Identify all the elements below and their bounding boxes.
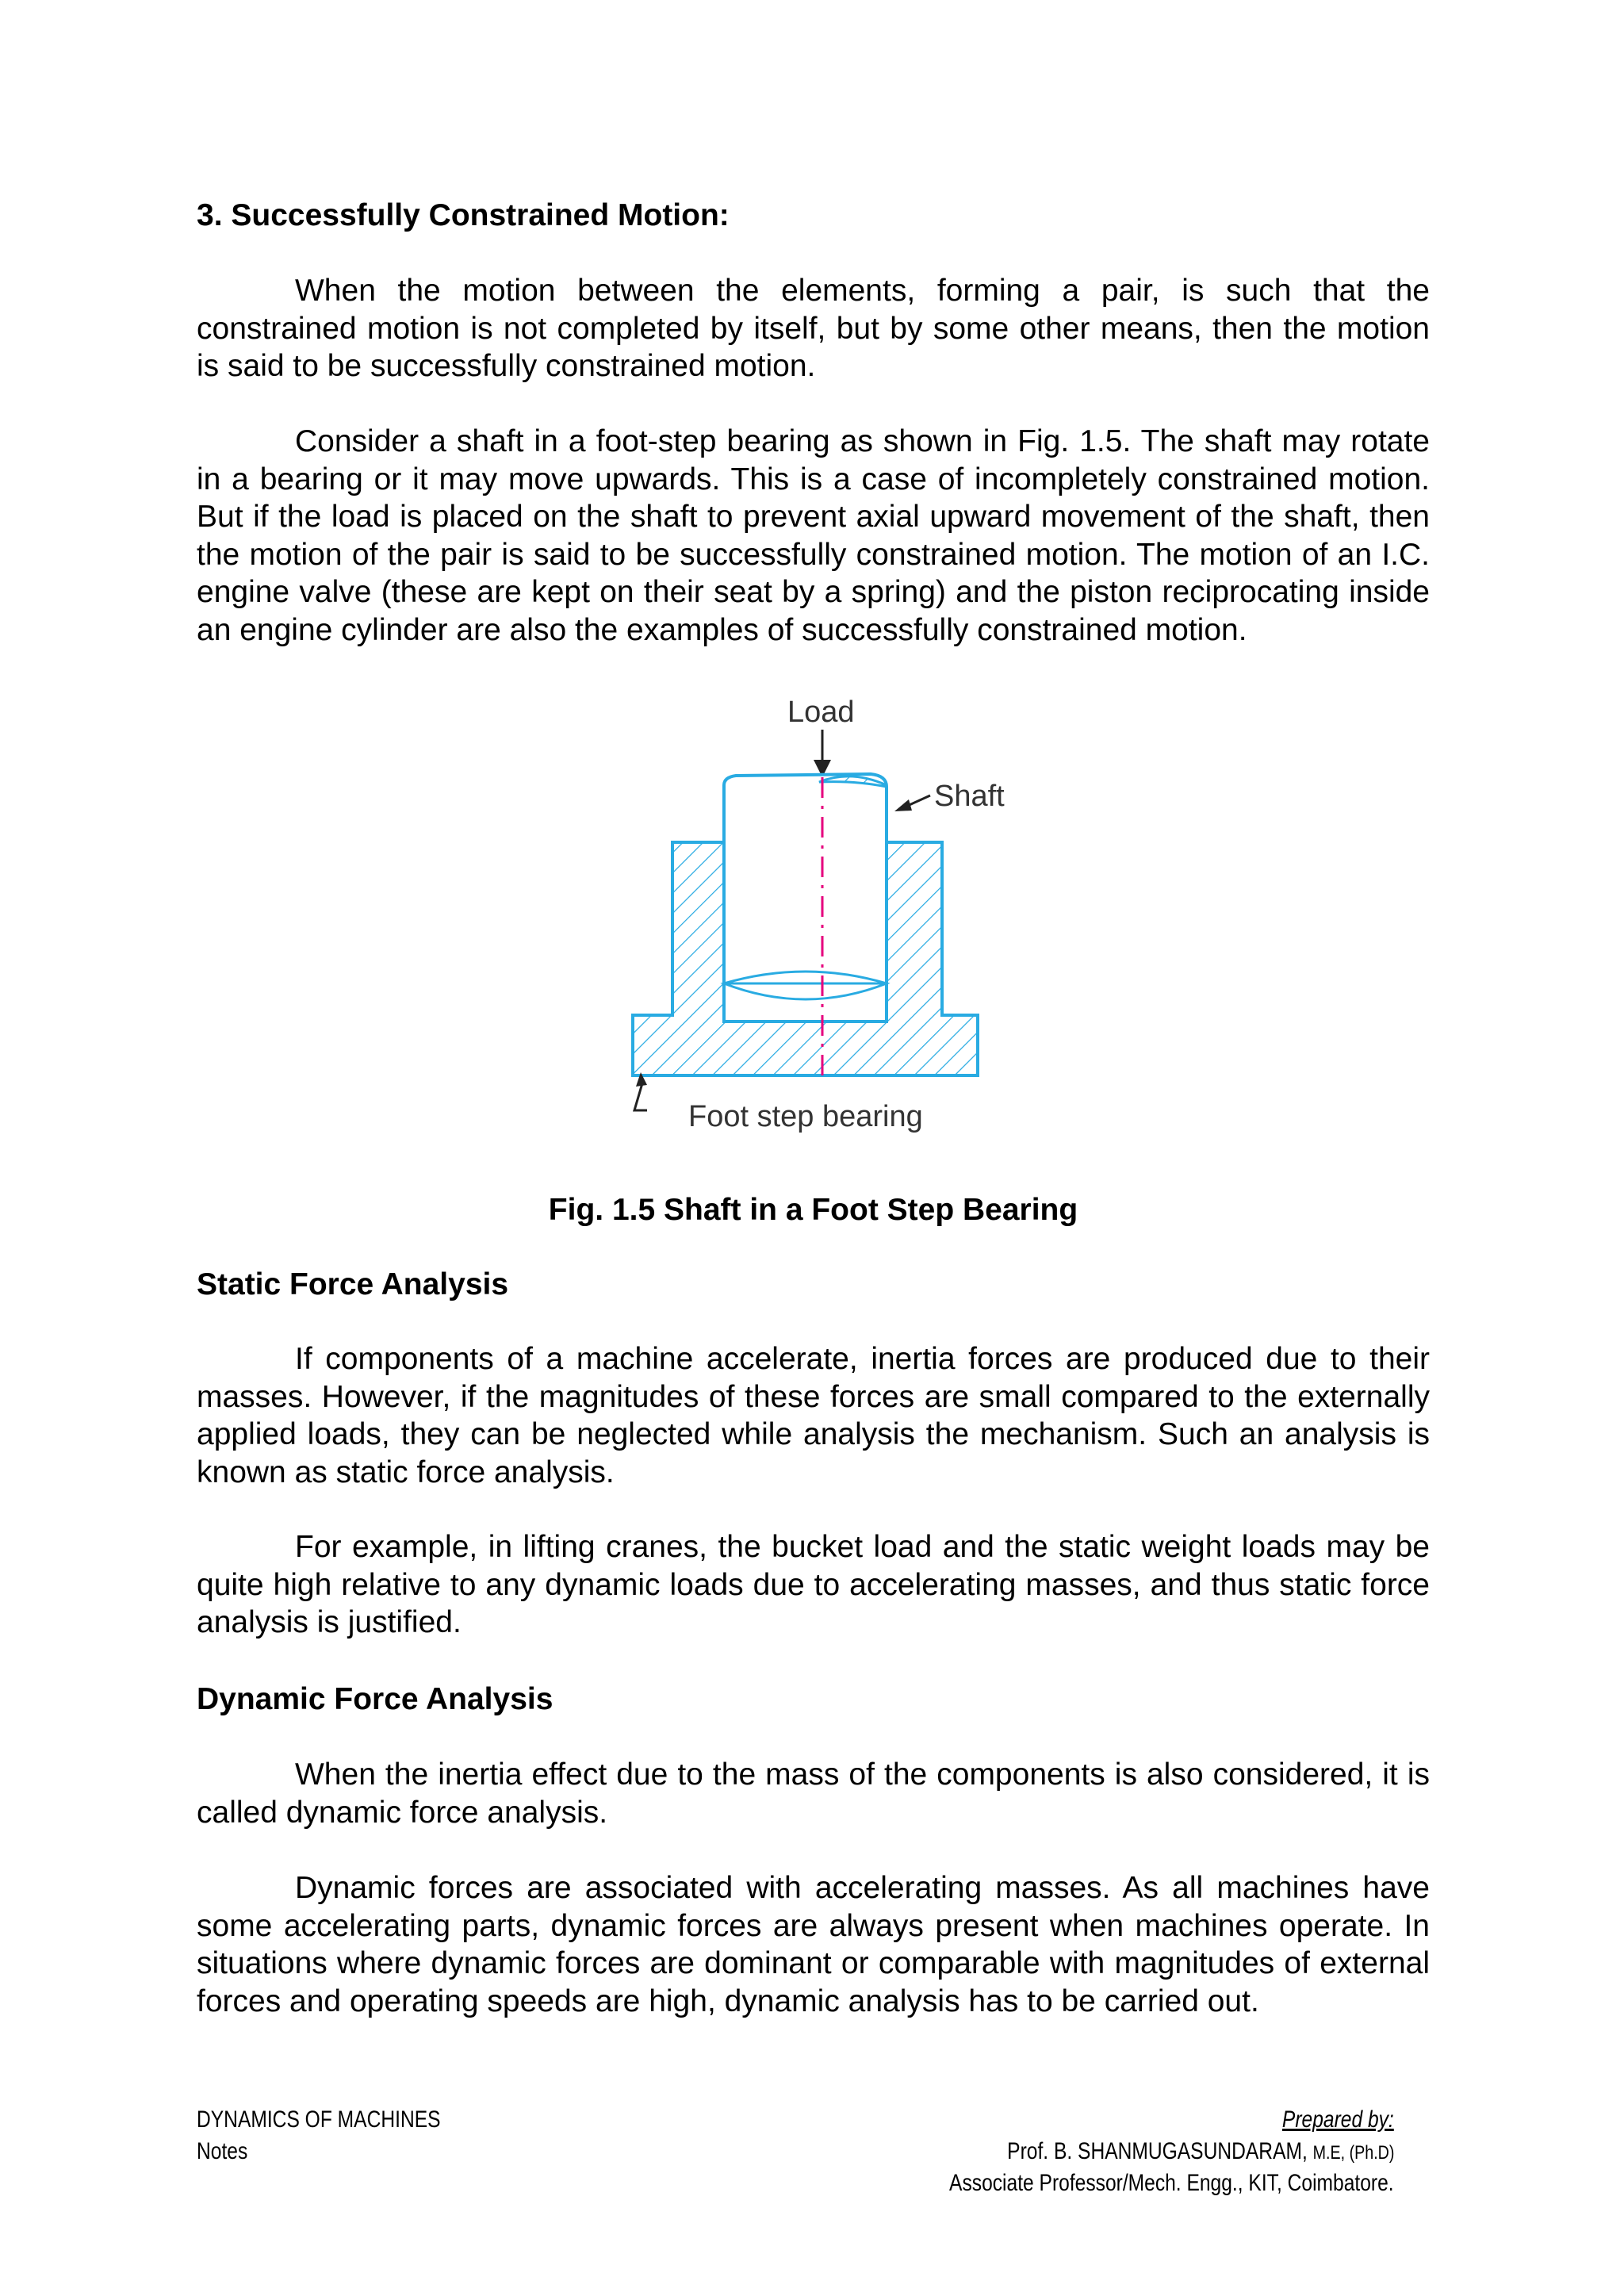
author-qualifications: M.E, (Ph.D) — [1312, 2142, 1394, 2164]
section-heading-constrained-motion: 3. Successfully Constrained Motion: — [197, 198, 730, 232]
paragraph: Consider a shaft in a foot-step bearing as shown in Fig. 1.5. The shaft may rotate in a bearing or it may move upwards. This is a case of incompletely constrained motion. But if the load is placed on the shaft to prevent axial upward movement of the shaft, then the motion of the pair is said to be successfully constrained motion. The motion of an I.C. engine valve (these are kept on their seat by a spring) and the piston reciprocating inside an engine cylinder are also the examples of successfully constrained motion. — [197, 424, 1430, 647]
footer-affiliation: Associate Professor/Mech. Engg., KIT, Coimbatore. — [949, 2170, 1394, 2196]
paragraph: When the motion between the elements, forming a pair, is such that the constrained motion is not completed by itself, but by some other means, then the motion is said to be successfully constrained motion. — [197, 274, 1430, 383]
paragraph: If components of a machine accelerate, inertia forces are produced due to their masses. However, if the magnitudes of these forces are small compared to the externally applied loads, they can be neglected while analysis the mechanism. Such an analysis is known as static force analysis. — [197, 1342, 1430, 1489]
footer-notes: Notes — [197, 2138, 248, 2164]
paragraph: For example, in lifting cranes, the bucket load and the static weight loads may be quite high relative to any dynamic loads due to accelerating masses, and thus static force analysis is justified. — [197, 1530, 1430, 1639]
figure-caption: Fig. 1.5 Shaft in a Foot Step Bearing — [548, 1193, 1078, 1227]
foot-step-bearing-figure — [625, 698, 1053, 1142]
section-heading-dynamic-force: Dynamic Force Analysis — [197, 1682, 553, 1716]
section-heading-static-force: Static Force Analysis — [197, 1267, 509, 1301]
label-load: Load — [787, 698, 855, 729]
label-bearing: Foot step bearing — [688, 1100, 923, 1133]
footer-prepared-by: Prepared by: — [1282, 2106, 1394, 2133]
label-shaft: Shaft — [934, 780, 1005, 813]
paragraph: When the inertia effect due to the mass of the components is also considered, it is called dynamic force analysis. — [197, 1757, 1430, 1830]
footer-course-title: DYNAMICS OF MACHINES — [197, 2106, 441, 2133]
author-name: Prof. B. SHANMUGASUNDARAM, — [1006, 2138, 1308, 2164]
paragraph: Dynamic forces are associated with accelerating masses. As all machines have some accelerating parts, dynamic forces are always present when machines operate. In situations where dynamic forces are dominant or comparable with magnitudes of external forces and operating speeds are high, dynamic analysis has to be carried out. — [197, 1871, 1430, 2018]
footer-author — [1007, 2136, 1394, 2169]
